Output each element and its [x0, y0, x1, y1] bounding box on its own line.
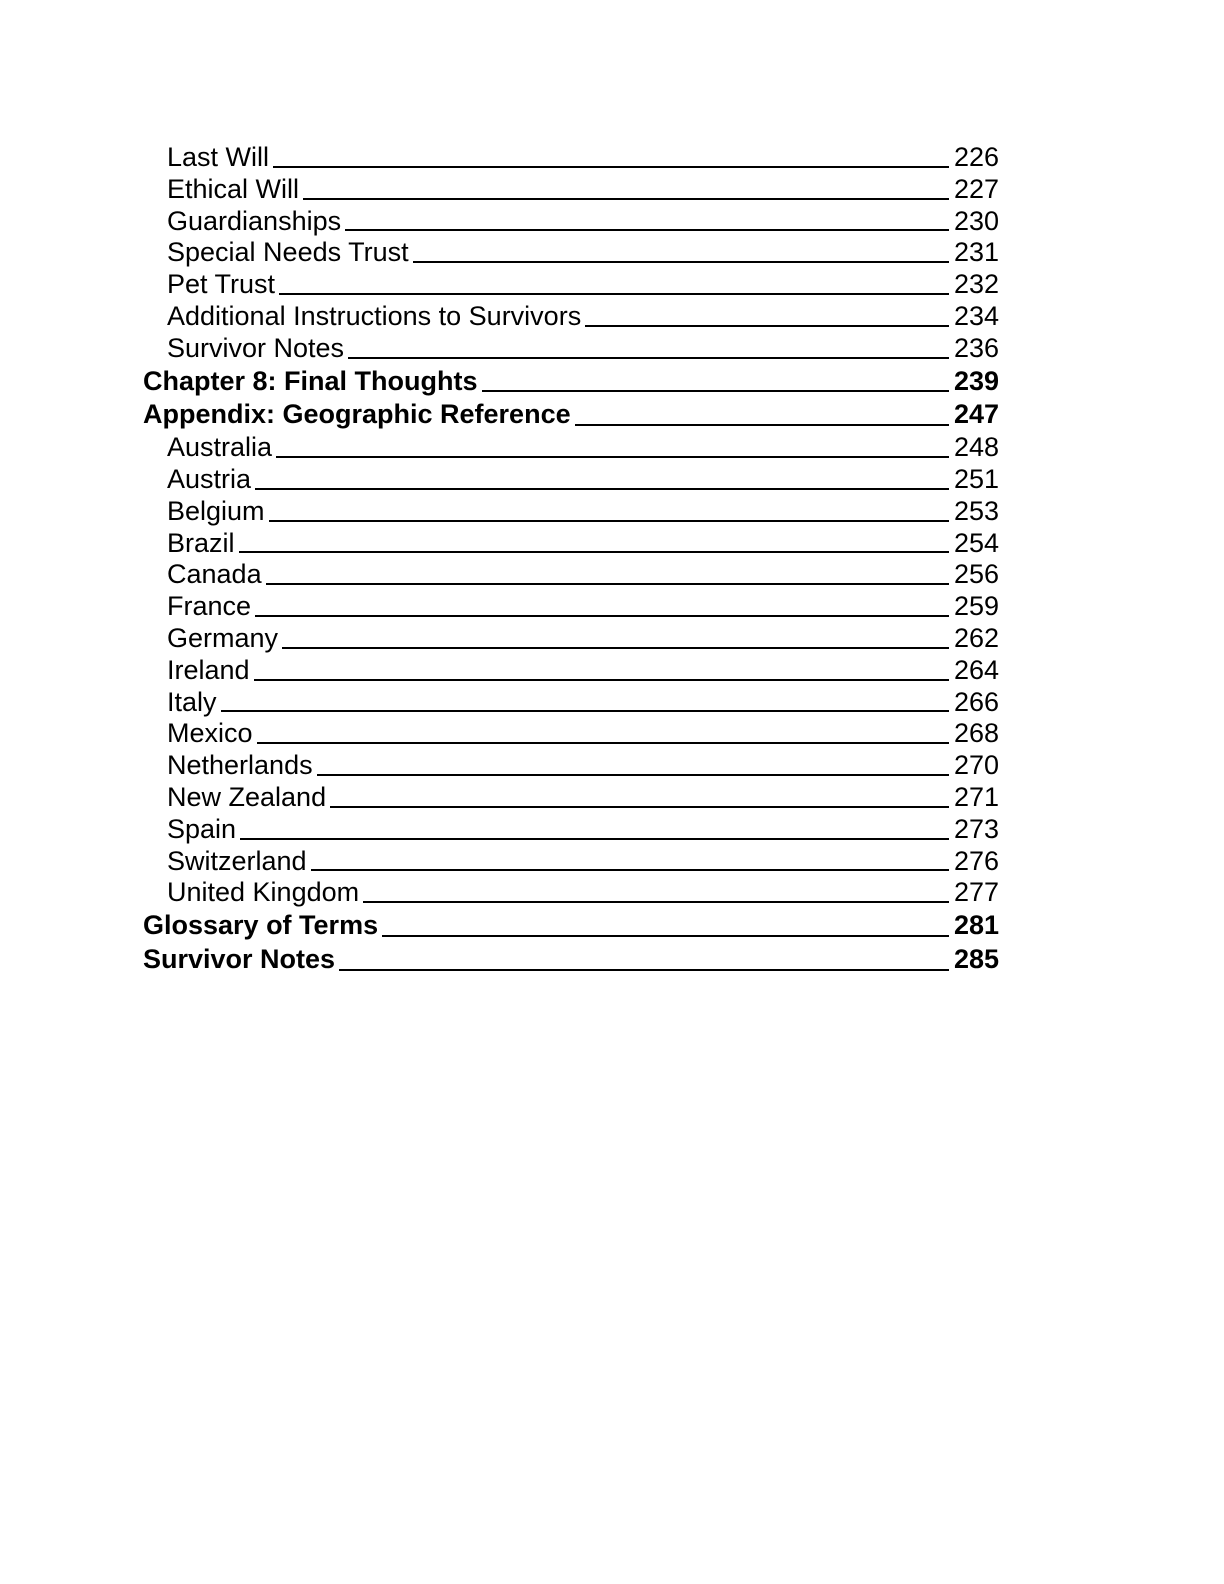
toc-entry-ethical-will[interactable]: [143, 174, 999, 206]
toc-entry-italy[interactable]: [143, 687, 999, 719]
toc-entry-australia[interactable]: [143, 432, 999, 464]
dot-leader: [221, 710, 949, 712]
toc-entry-spain[interactable]: [143, 814, 999, 846]
toc-entry-title: Additional Instructions to Survivors: [167, 300, 582, 331]
toc-entry-title: Last Will: [167, 142, 270, 172]
toc-entry-title: Guardianships: [167, 205, 342, 236]
toc-entry-page: 230: [953, 205, 999, 236]
dot-leader: [348, 357, 949, 359]
toc-entry-page: 232: [953, 269, 999, 300]
dot-leader: [345, 229, 949, 231]
toc-entry-title: Appendix: Geographic Reference: [143, 399, 571, 430]
toc-entry-page: 285: [953, 943, 999, 974]
toc-entry-france[interactable]: [143, 591, 999, 623]
toc-entry-page: 256: [953, 559, 999, 590]
toc-entry-page: 251: [953, 463, 999, 494]
toc-entry-page: 248: [953, 432, 999, 463]
toc-entry-page: 273: [953, 813, 999, 844]
toc-entry-netherlands[interactable]: [143, 750, 999, 782]
dot-leader: [279, 293, 949, 295]
toc-entry-switzerland[interactable]: [143, 846, 999, 878]
toc-entry-ireland[interactable]: [143, 655, 999, 687]
toc-entry-title: Ireland: [167, 654, 250, 685]
toc-entry-guardianships[interactable]: [143, 206, 999, 238]
toc-entry-glossary[interactable]: [143, 909, 999, 943]
toc-entry-title: Netherlands: [167, 750, 313, 781]
dot-leader: [363, 901, 949, 903]
dot-leader: [575, 424, 949, 426]
dot-leader: [585, 325, 949, 327]
dot-leader: [239, 551, 949, 553]
toc-entry-page: 277: [953, 877, 999, 908]
toc-entry-page: 231: [953, 237, 999, 268]
toc-entry-page: 268: [953, 718, 999, 749]
toc-entry-canada[interactable]: [143, 559, 999, 591]
dot-leader: [317, 774, 949, 776]
table-of-contents: [143, 142, 999, 977]
toc-entry-survivor-notes[interactable]: [143, 333, 999, 365]
toc-entry-germany[interactable]: [143, 623, 999, 655]
toc-entry-title: Mexico: [167, 718, 253, 749]
toc-entry-title: Survivor Notes: [143, 943, 336, 974]
dot-leader: [382, 935, 949, 937]
dot-leader: [269, 520, 949, 522]
toc-entry-title: Pet Trust: [167, 269, 276, 300]
toc-entry-page: 271: [953, 781, 999, 812]
toc-entry-page: 239: [953, 365, 999, 396]
toc-entry-page: 262: [953, 622, 999, 653]
toc-entry-title: Australia: [167, 432, 273, 463]
dot-leader: [482, 390, 950, 392]
toc-entry-title: Austria: [167, 463, 252, 494]
toc-entry-appendix[interactable]: [143, 398, 999, 432]
toc-entry-new-zealand[interactable]: [143, 782, 999, 814]
toc-entry-page: 276: [953, 845, 999, 876]
toc-entry-page: 226: [953, 142, 999, 172]
toc-entry-brazil[interactable]: [143, 528, 999, 560]
toc-entry-title: Canada: [167, 559, 262, 590]
toc-entry-title: Brazil: [167, 527, 235, 558]
toc-entry-chapter-8[interactable]: [143, 365, 999, 399]
toc-entry-austria[interactable]: [143, 464, 999, 496]
toc-entry-title: New Zealand: [167, 781, 327, 812]
toc-entry-title: France: [167, 591, 252, 622]
toc-entry-title: Glossary of Terms: [143, 910, 379, 941]
toc-entry-united-kingdom[interactable]: [143, 877, 999, 909]
toc-entry-title: Belgium: [167, 495, 265, 526]
toc-entry-title: Switzerland: [167, 845, 307, 876]
toc-entry-title: Germany: [167, 622, 279, 653]
dot-leader: [273, 166, 949, 168]
toc-entry-page: 281: [953, 910, 999, 941]
toc-entry-page: 254: [953, 527, 999, 558]
toc-entry-page: 227: [953, 173, 999, 204]
dot-leader: [240, 838, 949, 840]
dot-leader: [276, 456, 949, 458]
toc-entry-title: Chapter 8: Final Thoughts: [143, 365, 478, 396]
toc-entry-page: 270: [953, 750, 999, 781]
dot-leader: [254, 679, 949, 681]
toc-entry-page: 234: [953, 300, 999, 331]
toc-entry-pet-trust[interactable]: [143, 269, 999, 301]
toc-entry-survivor-notes-section[interactable]: [143, 943, 999, 977]
dot-leader: [339, 969, 949, 971]
toc-entry-title: Ethical Will: [167, 173, 300, 204]
dot-leader: [257, 742, 949, 744]
toc-entry-belgium[interactable]: [143, 496, 999, 528]
toc-entry-page: 264: [953, 654, 999, 685]
toc-entry-page: 253: [953, 495, 999, 526]
toc-entry-page: 259: [953, 591, 999, 622]
toc-entry-page: 247: [953, 399, 999, 430]
dot-leader: [413, 261, 949, 263]
toc-entry-mexico[interactable]: [143, 718, 999, 750]
toc-entry-additional-instructions[interactable]: [143, 301, 999, 333]
dot-leader: [282, 647, 949, 649]
toc-entry-special-needs-trust[interactable]: [143, 237, 999, 269]
dot-leader: [311, 869, 949, 871]
toc-entry-last-will[interactable]: [143, 142, 999, 174]
toc-entry-title: Italy: [167, 686, 217, 717]
toc-entry-title: Survivor Notes: [167, 332, 345, 363]
toc-entry-title: Special Needs Trust: [167, 237, 409, 268]
toc-entry-page: 236: [953, 332, 999, 363]
dot-leader: [266, 583, 949, 585]
toc-entry-title: United Kingdom: [167, 877, 360, 908]
dot-leader: [255, 488, 949, 490]
dot-leader: [255, 615, 949, 617]
toc-entry-page: 266: [953, 686, 999, 717]
toc-entry-title: Spain: [167, 813, 237, 844]
dot-leader: [330, 806, 949, 808]
dot-leader: [303, 198, 949, 200]
